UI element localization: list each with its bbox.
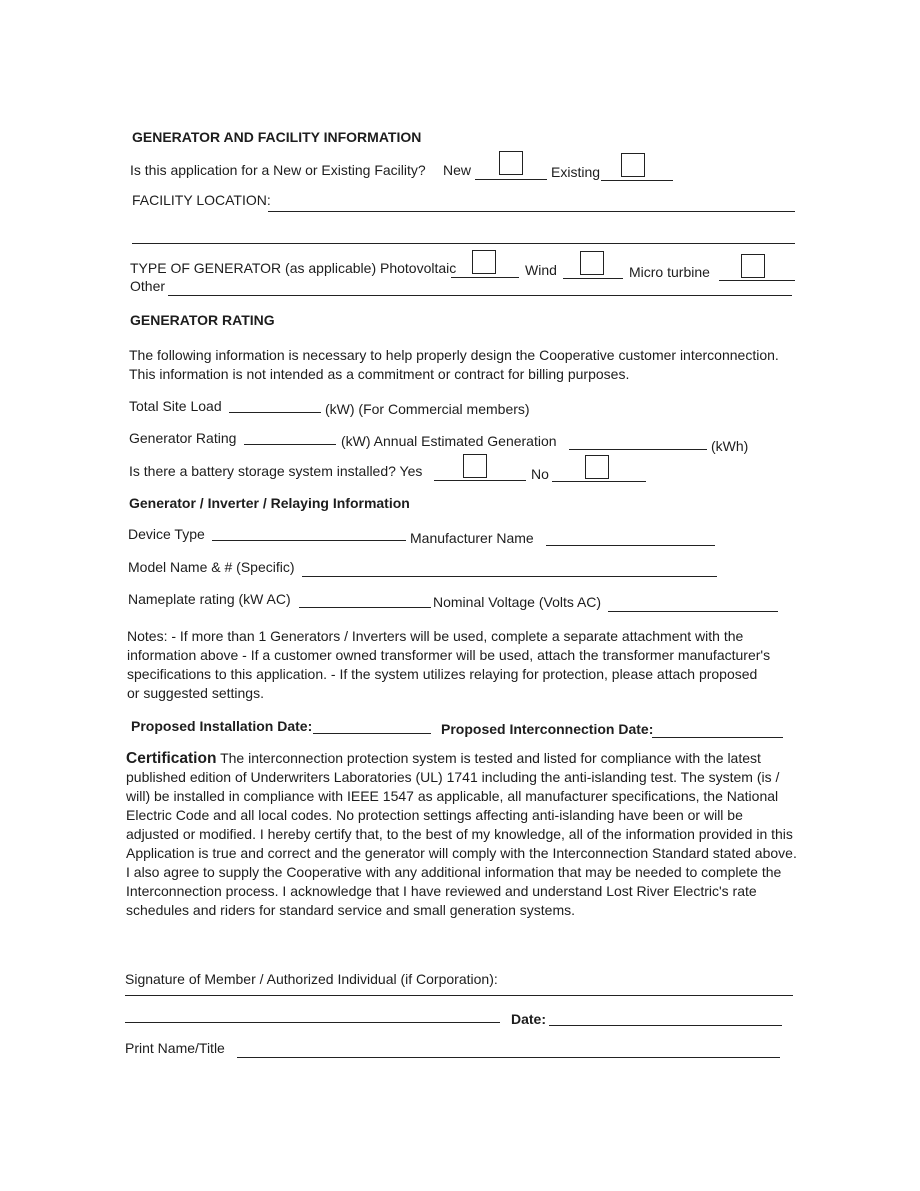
battery-no-label: No xyxy=(531,466,549,482)
manufacturer-label: Manufacturer Name xyxy=(410,530,534,546)
other-label: Other xyxy=(130,278,166,294)
notes-text: Notes: - If more than 1 Generators / Inverters will be used, complete a separate attachment with the information above - If a customer owned transformer will be used, attach the transformer manufacturer's specifications to this application. - If the system utilizes relaying for protection, please attach proposed or suggested settings. xyxy=(127,628,771,701)
date-label: Date: xyxy=(511,1011,547,1027)
interconnection-date-label: Proposed Interconnection Date: xyxy=(441,721,654,737)
date-field[interactable] xyxy=(549,1025,782,1026)
installation-date-label: Proposed Installation Date: xyxy=(131,718,313,734)
kwh-unit: (kWh) xyxy=(711,438,749,454)
battery-question: Is there a battery storage system installed? Yes xyxy=(129,463,423,479)
wind-line xyxy=(563,278,623,279)
generator-type-label: TYPE OF GENERATOR (as applicable) Photovoltaic xyxy=(130,260,457,276)
certification-block xyxy=(126,749,798,920)
print-name-field[interactable] xyxy=(237,1057,780,1058)
signature-line-top xyxy=(125,995,793,996)
rating-intro: The following information is necessary to help properly design the Cooperative customer interconnection. This information is not intended as a commitment or contract for billing purposes. xyxy=(129,347,779,382)
battery-yes-checkbox[interactable] xyxy=(463,454,487,478)
device-type-field[interactable] xyxy=(212,540,406,541)
new-checkbox[interactable] xyxy=(499,151,523,175)
manufacturer-field[interactable] xyxy=(546,545,715,546)
other-field[interactable] xyxy=(168,295,792,296)
section-title-inverter: Generator / Inverter / Relaying Information xyxy=(129,495,410,511)
battery-no-line xyxy=(552,481,646,482)
wind-label: Wind xyxy=(525,262,557,278)
micro-turbine-checkbox[interactable] xyxy=(741,254,765,278)
photovoltaic-line xyxy=(451,277,519,278)
micro-turbine-line xyxy=(719,280,795,281)
interconnection-date-field[interactable] xyxy=(652,737,783,738)
option-new-label: New xyxy=(443,162,472,178)
print-name-label: Print Name/Title xyxy=(125,1040,225,1056)
facility-question: Is this application for a New or Existing Facility? xyxy=(130,162,426,178)
signature-field[interactable] xyxy=(125,1022,500,1023)
generator-rating-field[interactable] xyxy=(244,444,336,445)
battery-yes-line xyxy=(434,480,526,481)
model-field[interactable] xyxy=(302,576,717,577)
model-label: Model Name & # (Specific) xyxy=(128,559,295,575)
existing-line xyxy=(601,180,673,181)
facility-location-field[interactable] xyxy=(268,211,795,212)
nameplate-label: Nameplate rating (kW AC) xyxy=(128,591,291,607)
total-site-load-label: Total Site Load xyxy=(129,398,222,414)
generator-rating-label: Generator Rating xyxy=(129,430,237,446)
device-type-label: Device Type xyxy=(128,526,205,542)
existing-checkbox[interactable] xyxy=(621,153,645,177)
certification-title: Certification xyxy=(126,750,217,767)
generator-rating-unit: (kW) Annual Estimated Generation xyxy=(341,433,557,449)
total-site-load-field[interactable] xyxy=(229,412,321,413)
installation-date-field[interactable] xyxy=(313,733,431,734)
nameplate-field[interactable] xyxy=(299,607,431,608)
facility-location-label: FACILITY LOCATION: xyxy=(132,192,271,208)
nominal-voltage-field[interactable] xyxy=(608,611,778,612)
signature-label: Signature of Member / Authorized Individual (if Corporation): xyxy=(125,971,498,987)
total-site-load-unit: (kW) (For Commercial members) xyxy=(325,401,530,417)
battery-no-checkbox[interactable] xyxy=(585,455,609,479)
annual-generation-field[interactable] xyxy=(569,449,707,450)
wind-checkbox[interactable] xyxy=(580,251,604,275)
section-title-generator-facility: GENERATOR AND FACILITY INFORMATION xyxy=(132,129,422,145)
new-line xyxy=(475,179,547,180)
certification-body: The interconnection protection system is tested and listed for compliance with the latest published edition of Underwriters Laboratories (UL) 1741 including the anti-islanding test. The system (is / will) be installed in compliance with IEEE 1547 as applicable, all manufacturer specifications, the National Electric Code and all local codes. No protection settings affecting anti-islanding have been or will be adjusted or modified. I hereby certify that, to the best of my knowledge, all of the information provided in this Application is true and correct and the generator will comply with the Interconnection Standard stated above. I also agree to supply the Cooperative with any additional information that may be needed to complete the Interconnection process. I acknowledge that I have reviewed and understand Lost River Electric's rate schedules and riders for standard service and small generation systems. xyxy=(126,750,797,918)
facility-location-field-2[interactable] xyxy=(132,243,795,244)
option-existing-label: Existing xyxy=(551,164,601,180)
section-title-generator-rating: GENERATOR RATING xyxy=(130,312,275,328)
photovoltaic-checkbox[interactable] xyxy=(472,250,496,274)
nominal-voltage-label: Nominal Voltage (Volts AC) xyxy=(433,594,602,610)
micro-turbine-label: Micro turbine xyxy=(629,264,710,280)
